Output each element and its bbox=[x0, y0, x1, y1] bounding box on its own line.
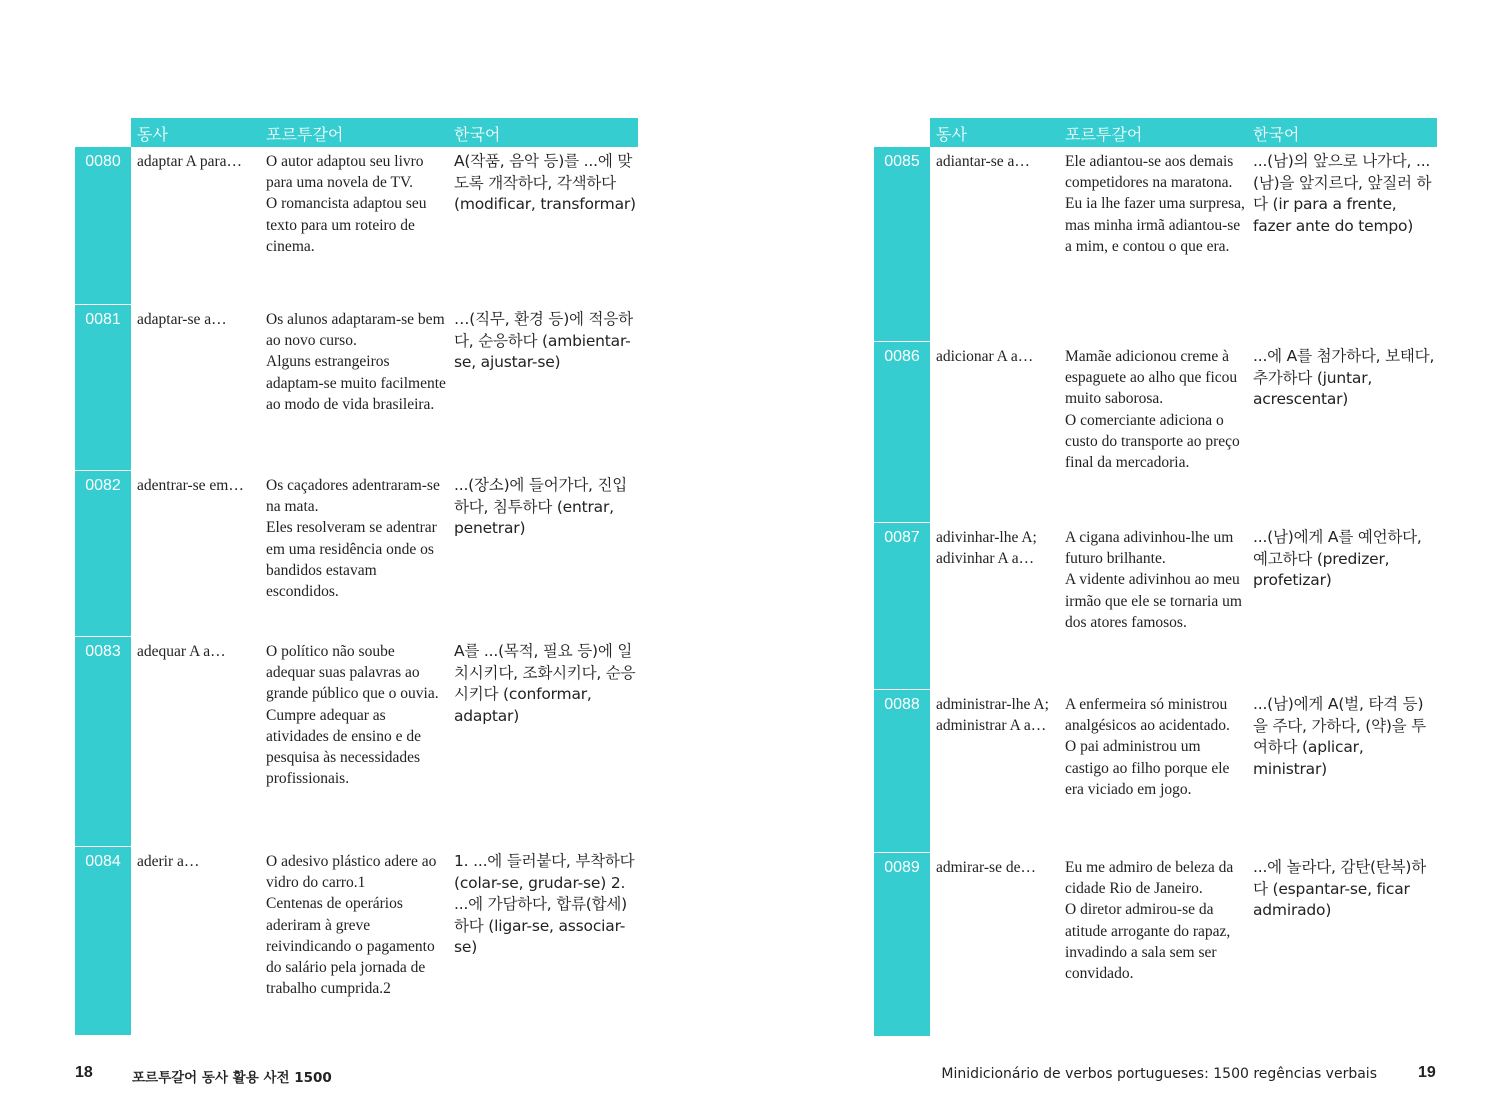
header-verb: 동사 bbox=[936, 125, 967, 144]
header-portuguese: 포르투갈어 bbox=[1065, 125, 1143, 144]
left-page bbox=[75, 118, 638, 1036]
entry-number: 0086 bbox=[874, 342, 930, 522]
entry-row bbox=[874, 342, 1437, 523]
entry-row bbox=[874, 853, 1437, 1037]
right-running-title: Minidicionário de verbos portugueses: 1500 regências verbais bbox=[941, 1066, 1377, 1082]
entry-row bbox=[75, 637, 638, 847]
entry-number: 0089 bbox=[874, 853, 930, 1036]
entry-korean: ...에 놀라다, 감탄(탄복)하다 (espantar-se, ficar admirado) bbox=[1253, 858, 1427, 920]
entry-number: 0082 bbox=[75, 471, 131, 636]
entry-examples bbox=[266, 475, 446, 602]
entry-verb: aderir a… bbox=[137, 853, 200, 870]
entry-examples bbox=[1065, 151, 1245, 257]
example-sentence: O pai administrou um castigo ao filho porque ele era viciado em jogo. bbox=[1065, 738, 1230, 798]
entry-korean: A(작품, 음악 등)를 ...에 맞도록 개작하다, 각색하다 (modificar, transformar) bbox=[454, 152, 636, 214]
entry-korean: 1. ...에 들러붙다, 부착하다 (colar-se, grudar-se) 2. ...에 가담하다, 합류(합세)하다 (ligar-se, associar-se) bbox=[454, 852, 635, 957]
entry-korean: ...에 A를 첨가하다, 보태다, 추가하다 (juntar, acrescentar) bbox=[1253, 347, 1435, 409]
example-sentence: O comerciante adiciona o custo do transporte ao preço final da mercadoria. bbox=[1065, 411, 1240, 472]
example-sentence: Centenas de operários aderiram à greve reivindicando o pagamento do salário pela jornada de trabalho cumprida.2 bbox=[266, 895, 435, 998]
entry-verb: administrar-lhe A; administrar A a… bbox=[936, 696, 1049, 734]
example-sentence: O autor adaptou seu livro para uma novela de TV. bbox=[266, 153, 424, 192]
example-sentence: Os caçadores adentraram-se na mata. bbox=[266, 477, 440, 516]
header-verb: 동사 bbox=[137, 125, 168, 144]
entry-examples bbox=[1065, 694, 1245, 800]
entry-examples bbox=[1065, 346, 1245, 473]
entry-examples bbox=[1065, 857, 1245, 984]
entry-examples bbox=[266, 641, 446, 789]
table-header bbox=[874, 118, 1437, 147]
entry-examples bbox=[266, 151, 446, 257]
entry-number: 0088 bbox=[874, 690, 930, 852]
entry-korean: ...(남)의 앞으로 나가다, ...(남)을 앞지르다, 앞질러 하다 (ir para a frente, fazer ante do tempo) bbox=[1253, 152, 1432, 235]
entry-row bbox=[874, 690, 1437, 853]
header-korean: 한국어 bbox=[1253, 125, 1300, 144]
entry-row bbox=[75, 471, 638, 637]
example-sentence: Eu me admiro de beleza da cidade Rio de Janeiro. bbox=[1065, 859, 1234, 898]
entry-row bbox=[874, 147, 1437, 342]
example-sentence: Os alunos adaptaram-se bem ao novo curso. bbox=[266, 311, 445, 350]
example-sentence: Ele adiantou-se aos demais competidores na maratona. bbox=[1065, 153, 1234, 192]
table-header bbox=[75, 118, 638, 147]
entry-verb: adiantar-se a… bbox=[936, 153, 1030, 170]
entry-number: 0085 bbox=[874, 147, 930, 341]
entry-korean: ...(남)에게 A(벌, 타격 등)을 주다, 가하다, (약)을 투여하다 (aplicar, ministrar) bbox=[1253, 695, 1427, 778]
entry-number: 0084 bbox=[75, 847, 131, 1035]
example-sentence: O político não soube adequar suas palavras ao grande público que o ouvia. bbox=[266, 643, 439, 703]
header-portuguese: 포르투갈어 bbox=[266, 125, 344, 144]
example-sentence: Eu ia lhe fazer uma surpresa, mas minha irmã adiantou-se a mim, e contou o que era. bbox=[1065, 195, 1245, 255]
example-sentence: O diretor admirou-se da atitude arrogante do rapaz, invadindo a sala sem ser convidado. bbox=[1065, 901, 1231, 983]
entry-number: 0087 bbox=[874, 523, 930, 689]
entry-number: 0081 bbox=[75, 305, 131, 470]
right-page bbox=[874, 118, 1437, 1037]
example-sentence: Mamãe adicionou creme à espaguete ao alho que ficou muito saborosa. bbox=[1065, 348, 1238, 408]
entry-verb: adequar A a… bbox=[137, 643, 226, 660]
entry-examples bbox=[266, 851, 446, 999]
entry-examples bbox=[1065, 527, 1245, 633]
example-sentence: A cigana adivinhou-lhe um futuro brilhante. bbox=[1065, 529, 1234, 568]
entry-examples bbox=[266, 309, 446, 415]
entry-verb: adaptar-se a… bbox=[137, 311, 227, 328]
entry-verb: admirar-se de… bbox=[936, 859, 1036, 876]
entry-korean: ...(남)에게 A를 예언하다, 예고하다 (predizer, profetizar) bbox=[1253, 528, 1422, 590]
entry-row bbox=[874, 523, 1437, 690]
entry-korean: …(직무, 환경 등)에 적응하다, 순응하다 (ambientar-se, ajustar-se) bbox=[454, 310, 633, 372]
example-sentence: A enfermeira só ministrou analgésicos ao acidentado. bbox=[1065, 696, 1230, 735]
entry-number: 0083 bbox=[75, 637, 131, 846]
example-sentence: Cumpre adequar as atividades de ensino e de pesquisa às necessidades profissionais. bbox=[266, 706, 421, 788]
entry-verb: adentrar-se em… bbox=[137, 477, 244, 494]
entry-verb: adaptar A para… bbox=[137, 153, 243, 170]
entry-verb: adicionar A a… bbox=[936, 348, 1034, 365]
header-korean: 한국어 bbox=[454, 125, 501, 144]
entry-korean: ...(장소)에 들어가다, 진입하다, 침투하다 (entrar, penetrar) bbox=[454, 476, 628, 538]
entry-row bbox=[75, 305, 638, 471]
entry-number: 0080 bbox=[75, 147, 131, 304]
example-sentence: Alguns estrangeiros adaptam-se muito facilmente ao modo de vida brasileira. bbox=[266, 353, 446, 413]
example-sentence: Eles resolveram se adentrar em uma residência onde os bandidos estavam escondidos. bbox=[266, 519, 437, 601]
example-sentence: A vidente adivinhou ao meu irmão que ele se tornaria um dos atores famosos. bbox=[1065, 571, 1242, 631]
left-page-number: 18 bbox=[75, 1064, 93, 1081]
left-running-title: 포르투갈어 동사 활용 사전 1500 bbox=[132, 1070, 332, 1086]
entry-row bbox=[75, 847, 638, 1036]
entry-verb: adivinhar-lhe A; adivinhar A a… bbox=[936, 529, 1037, 567]
example-sentence: O romancista adaptou seu texto para um roteiro de cinema. bbox=[266, 195, 427, 255]
right-page-number: 19 bbox=[1418, 1064, 1436, 1081]
example-sentence: O adesivo plástico adere ao vidro do carro.1 bbox=[266, 853, 437, 892]
entry-row bbox=[75, 147, 638, 305]
entry-korean: A를 ...(목적, 필요 등)에 일치시키다, 조화시키다, 순응시키다 (conformar, adaptar) bbox=[454, 642, 636, 725]
